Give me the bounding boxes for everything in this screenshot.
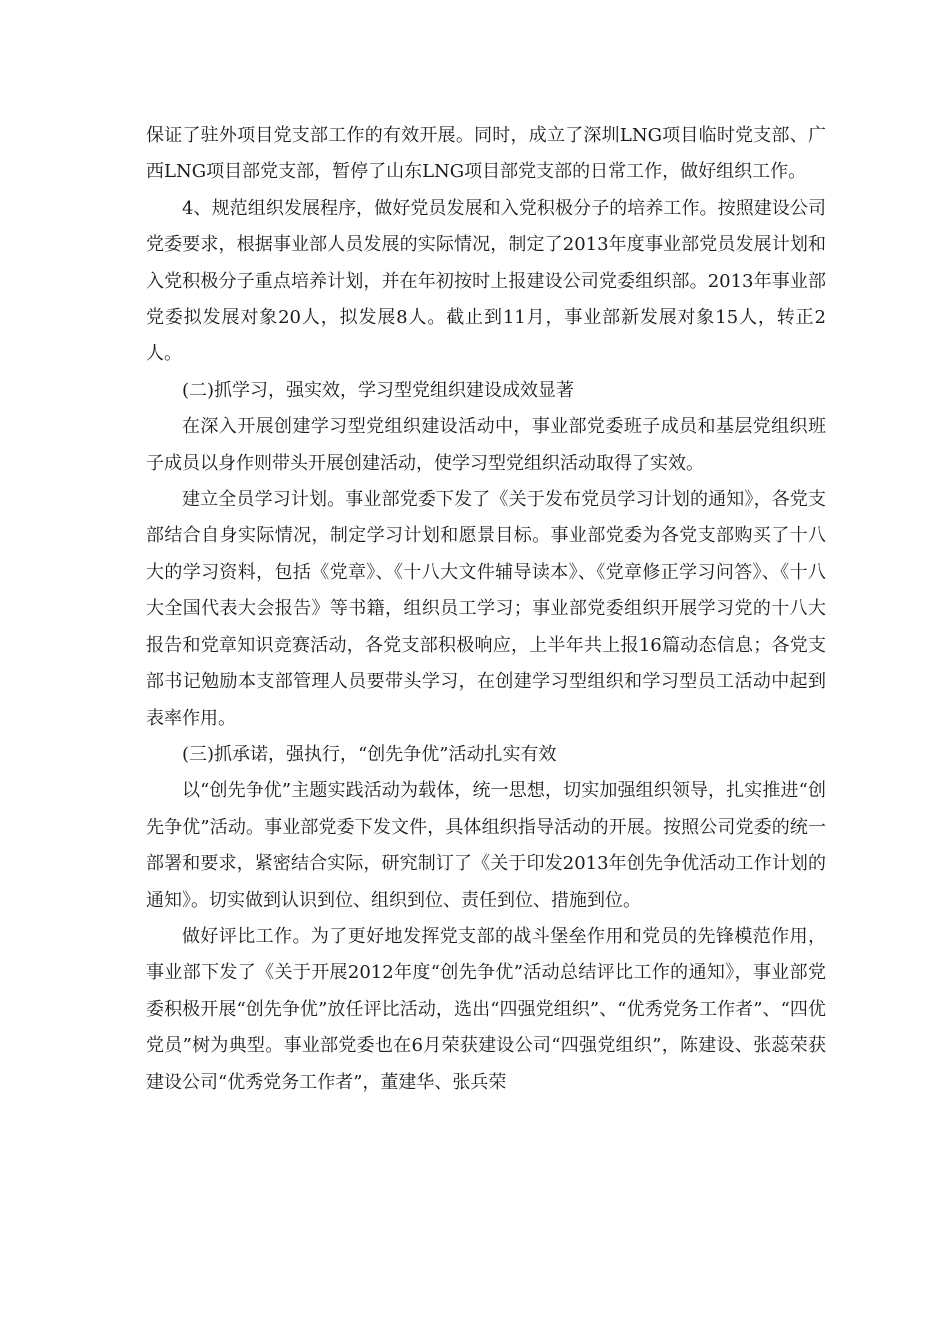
section-heading-commitment: (三)抓承诺，强执行，“创先争优”活动扎实有效 xyxy=(182,743,557,765)
paragraph-continuation: 保证了驻外项目党支部工作的有效开展。同时，成立了深圳LNG项目临时党支部、广西LNG项目部党支部，暂停了山东LNG项目部党支部的日常工作，做好组织工作。 xyxy=(146,125,826,183)
paragraph-learning-plan: 建立全员学习计划。事业部党委下发了《关于发布党员学习计划的通知》，各党支部结合自身实际情况，制定学习计划和愿景目标。事业部党委为各党支部购买了十八大的学习资料，包括《党章》、《十八大文件辅导读本》、《党章修正学习问答》、《十八大全国代表大会报告》等书籍，组织员工学习；事业部党委组织开展学习党的十八大报告和党章知识竞赛活动，各党支部积极响应，上半年共上报16篇动态信息；各党支部书记勉励本支部管理人员要带头学习，在创建学习型组织和学习型员工活动中起到表率作用。 xyxy=(146,489,826,729)
document-body xyxy=(146,118,826,1101)
paragraph-commitment-activity: 以“创先争优”主题实践活动为载体，统一思想，切实加强组织领导，扎实推进“创先争优”活动。事业部党委下发文件，具体组织指导活动的开展。按照公司党委的统一部署和要求，紧密结合实际，研究制订了《关于印发2013年创先争优活动工作计划的通知》。切实做到认识到位、组织到位、责任到位、措施到位。 xyxy=(146,780,826,911)
section-heading-learning: (二)抓学习，强实效，学习型党组织建设成效显著 xyxy=(182,379,575,401)
paragraph-learning-intro: 在深入开展创建学习型党组织建设活动中，事业部党委班子成员和基层党组织班子成员以身作则带头开展创建活动，使学习型党组织活动取得了实效。 xyxy=(146,416,826,474)
paragraph-organization-development: 4、规范组织发展程序，做好党员发展和入党积极分子的培养工作。按照建设公司党委要求，根据事业部人员发展的实际情况，制定了2013年度事业部党员发展计划和入党积极分子重点培养计划，并在年初按时上报建设公司党委组织部。2013年事业部党委拟发展对象20人，拟发展8人。截止到11月，事业部新发展对象15人，转正2人。 xyxy=(146,197,826,365)
paragraph-evaluation: 做好评比工作。为了更好地发挥党支部的战斗堡垒作用和党员的先锋模范作用，事业部下发了《关于开展2012年度“创先争优”活动总结评比工作的通知》，事业部党委积极开展“创先争优”放任评比活动，选出“四强党组织”、“优秀党务工作者”、“四优党员”树为典型。事业部党委也在6月荣获建设公司“四强党组织”，陈建设、张蕊荣获建设公司“优秀党务工作者”，董建华、张兵荣 xyxy=(146,925,826,1093)
